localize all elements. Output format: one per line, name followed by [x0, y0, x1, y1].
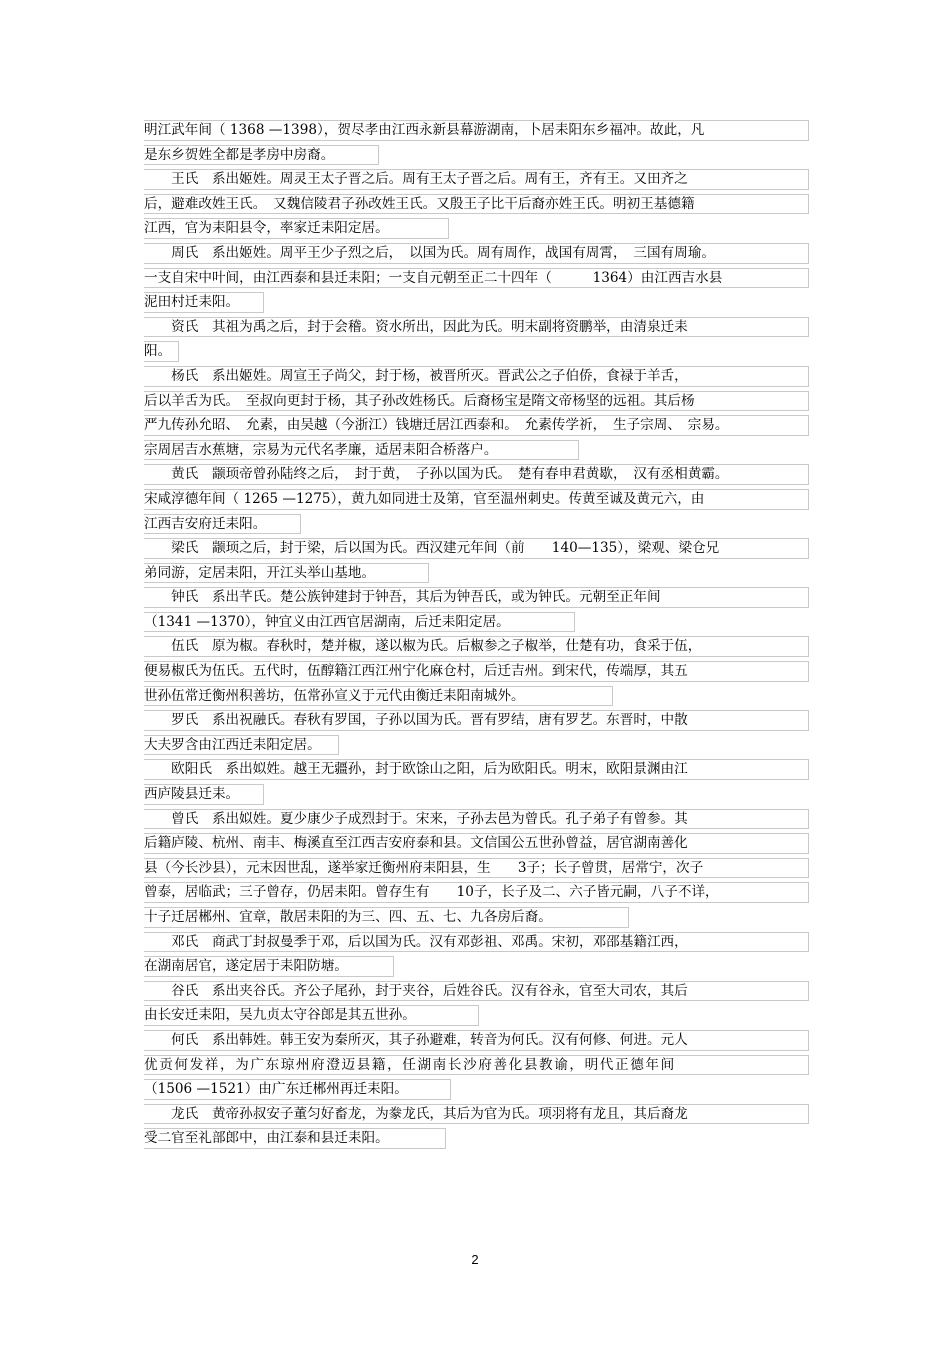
text-line [144, 118, 809, 143]
text-line-content: 泥田村迁耒阳。 [144, 294, 240, 311]
text-line-content: 罗氏 系出祝融氏。春秋有罗国，子孙以国为氏。晋有罗结，唐有罗艺。东晋时，中散 [144, 712, 688, 729]
document-body [144, 118, 809, 1151]
text-line-content: 江西，官为耒阳县令，率家迁耒阳定居。 [144, 220, 389, 237]
text-line-content: 杨氏 系出姬姓。周宣王子尚父，封于杨，被晋所灭。晋武公之子伯侨，食禄于羊舌， [144, 367, 688, 384]
text-line-content: 梁氏 颛顼之后，封于梁，后以国为氏。西汉建元年间（前 140—135），梁观、梁仓兄 [144, 540, 720, 557]
text-line [144, 585, 809, 610]
text-line [144, 216, 809, 241]
text-line-content: 县（今长沙县），元末因世乱，遂举家迁衡州府耒阳县，生 3子；长子曾贯，居常宁，次子 [144, 859, 704, 876]
text-line [144, 757, 809, 782]
text-line-content: 明江武年间（ 1368 —1398），贺尽孝由江西永新县幕游湖南，卜居耒阳东乡福冲。故此，凡 [144, 122, 705, 138]
text-line-content: 曾氏 系出姒姓。夏少康少子成烈封于。宋来，子孙去邑为曾氏。孔子弟子有曾参。其 [144, 810, 688, 827]
text-line [144, 1053, 809, 1078]
text-line [144, 512, 809, 537]
text-line [144, 930, 809, 955]
text-line [144, 733, 809, 758]
text-line-content: 弟同游，定居耒阳，开江头举山基地。 [144, 564, 376, 581]
text-line-content: 后籍庐陵、杭州、南丰、梅溪直至江西吉安府泰和县。文信国公五世孙曾益，居官湖南善化 [144, 835, 688, 852]
text-line-content: 宋咸淳德年间（ 1265 —1275），黄九如同进士及第，官至温州刺史。传黄至诚及黄元六，由 [144, 490, 705, 507]
text-line [144, 979, 809, 1004]
text-line [144, 954, 809, 979]
text-line [144, 708, 809, 733]
text-line-content: 王氏 系出姬姓。周灵王太子晋之后。周有王太子晋之后。周有王，齐有王。又田齐之 [144, 171, 688, 188]
text-line [144, 487, 809, 512]
text-line [144, 561, 809, 586]
text-line [144, 1126, 809, 1151]
text-line [144, 192, 809, 217]
text-line [144, 659, 809, 684]
text-line-content: 西庐陵县迁耒。 [144, 786, 240, 803]
text-line [144, 1077, 809, 1102]
text-line-content: （1506 —1521）由广东迁郴州再迁耒阳。 [144, 1081, 408, 1098]
text-line [144, 807, 809, 832]
text-line [144, 905, 809, 930]
text-line [144, 167, 809, 192]
text-line-content: 邓氏 商武丁封叔曼季于邓，后以国为氏。汉有邓彭祖、邓禹。宋初，邓邵基籍江西， [144, 933, 688, 950]
text-line-content: 欧阳氏 系出姒姓。越王无疆孙，封于欧馀山之阳，后为欧阳氏。明末，欧阳景渊由江 [144, 761, 688, 778]
text-line-content: 黄氏 颛顼帝曾孙陆终之后， 封于黄， 子孙以国为氏。 楚有春申君黄歇， 汉有丞相黄霸。 [144, 466, 729, 483]
text-line-content: 便易椒氏为伍氏。五代时，伍醇籍江西江州宁化麻仓村，后迁吉州。到宋代，传端厚，其五 [144, 663, 688, 680]
text-line-content: 严九传孙允昭、 允素，由吴越（今浙江）钱塘迁居江西泰和。 允素传学祈， 生子宗周、 宗易。 [144, 417, 729, 434]
text-line-content: 世孙伍常迁衡州积善坊，伍常孙宣义于元代由衡迁耒阳南城外。 [144, 687, 525, 704]
text-line [144, 364, 809, 389]
text-line-content: 周氏 系出姬姓。周平王少子烈之后， 以国为氏。周有周作，战国有周霄， 三国有周瑜。 [144, 244, 715, 261]
text-line [144, 389, 809, 414]
text-line-content: 何氏 系出韩姓。韩王安为秦所灭，其子孙避难，转音为何氏。汉有何修、何进。元人 [144, 1031, 688, 1048]
text-line-content: 十子迁居郴州、宜章，散居耒阳的为三、四、五、七、九各房后裔。 [144, 909, 552, 925]
text-line-content: 钟氏 系出芊氏。楚公族钟建封于钟吾，其后为钟吾氏，或为钟氏。元朝至正年间 [144, 589, 661, 606]
text-line [144, 536, 809, 561]
text-line-content: 是东乡贺姓全都是孝房中房裔。 [144, 146, 335, 163]
text-line-content: 后以羊舌为氏。 至叔向更封于杨，其子孙改姓杨氏。后裔杨宝是隋文帝杨坚的远祖。其后杨 [144, 392, 695, 409]
text-line [144, 1102, 809, 1127]
text-line [144, 880, 809, 905]
text-line [144, 610, 809, 635]
text-line-content: 资氏 其祖为禹之后，封于会稽。资水所出，因此为氏。明末副将资鹏举，由清泉迁耒 [144, 318, 688, 335]
text-line [144, 1003, 809, 1028]
text-line-content: 龙氏 黄帝孙叔安子董匀好畜龙，为豢龙氏，其后为官为氏。项羽将有龙且，其后裔龙 [144, 1105, 688, 1122]
text-line [144, 290, 809, 315]
text-line [144, 831, 809, 856]
text-line [144, 462, 809, 487]
text-line-content: 阳。 [144, 343, 172, 360]
text-line-content: 受二官至礼部郎中，由江泰和县迁耒阳。 [144, 1130, 389, 1147]
text-line-content: 曾泰，居临武；三子曾存，仍居耒阳。曾存生有 10子，长子及二、六子皆元嗣，八子不详， [144, 884, 719, 901]
text-line-content: （1341 —1370），钟宜义由江西官居湖南，后迁耒阳定居。 [144, 613, 510, 630]
text-line-content: 由长安迁耒阳，吴九贞太守谷郎是其五世孙。 [144, 1007, 416, 1024]
text-line-content: 在湖南居官，遂定居于耒阳防塘。 [144, 958, 348, 975]
text-line-content: 伍氏 原为椒。春秋时，楚并椒，遂以椒为氏。后椒参之子椒举，仕楚有功，食采于伍， [144, 638, 702, 655]
text-line-content: 优贡何发祥，为广东琼州府澄迈县籍，任湖南长沙府善化县教谕，明代正德年间 [144, 1056, 676, 1073]
text-line-content: 一支自宋中叶间，由江西泰和县迁耒阳；一支自元朝至正二十四年（ 1364）由江西吉水县 [144, 269, 723, 286]
text-line-content: 后，避难改姓王氏。 又魏信陵君子孙改姓王氏。又殷王子比干后裔亦姓王氏。明初王基德籍 [144, 195, 695, 212]
text-line-content: 江西吉安府迁耒阳。 [144, 515, 267, 532]
text-line [144, 684, 809, 709]
text-line [144, 634, 809, 659]
text-line [144, 413, 809, 438]
text-line [144, 856, 809, 881]
text-line-content: 大夫罗含由江西迁耒阳定居。 [144, 736, 321, 753]
text-line [144, 241, 809, 266]
text-line-content: 宗周居吉水蕉塘，宗易为元代名孝廉，适居耒阳合桥落户。 [144, 441, 498, 458]
text-line [144, 1028, 809, 1053]
text-line [144, 339, 809, 364]
text-line [144, 782, 809, 807]
text-line [144, 143, 809, 168]
text-line [144, 315, 809, 340]
text-line [144, 266, 809, 291]
text-line [144, 438, 809, 463]
page-number: 2 [471, 1252, 479, 1267]
text-line-content: 谷氏 系出夹谷氏。齐公子尾孙，封于夹谷，后姓谷氏。汉有谷永，官至大司农，其后 [144, 982, 688, 999]
